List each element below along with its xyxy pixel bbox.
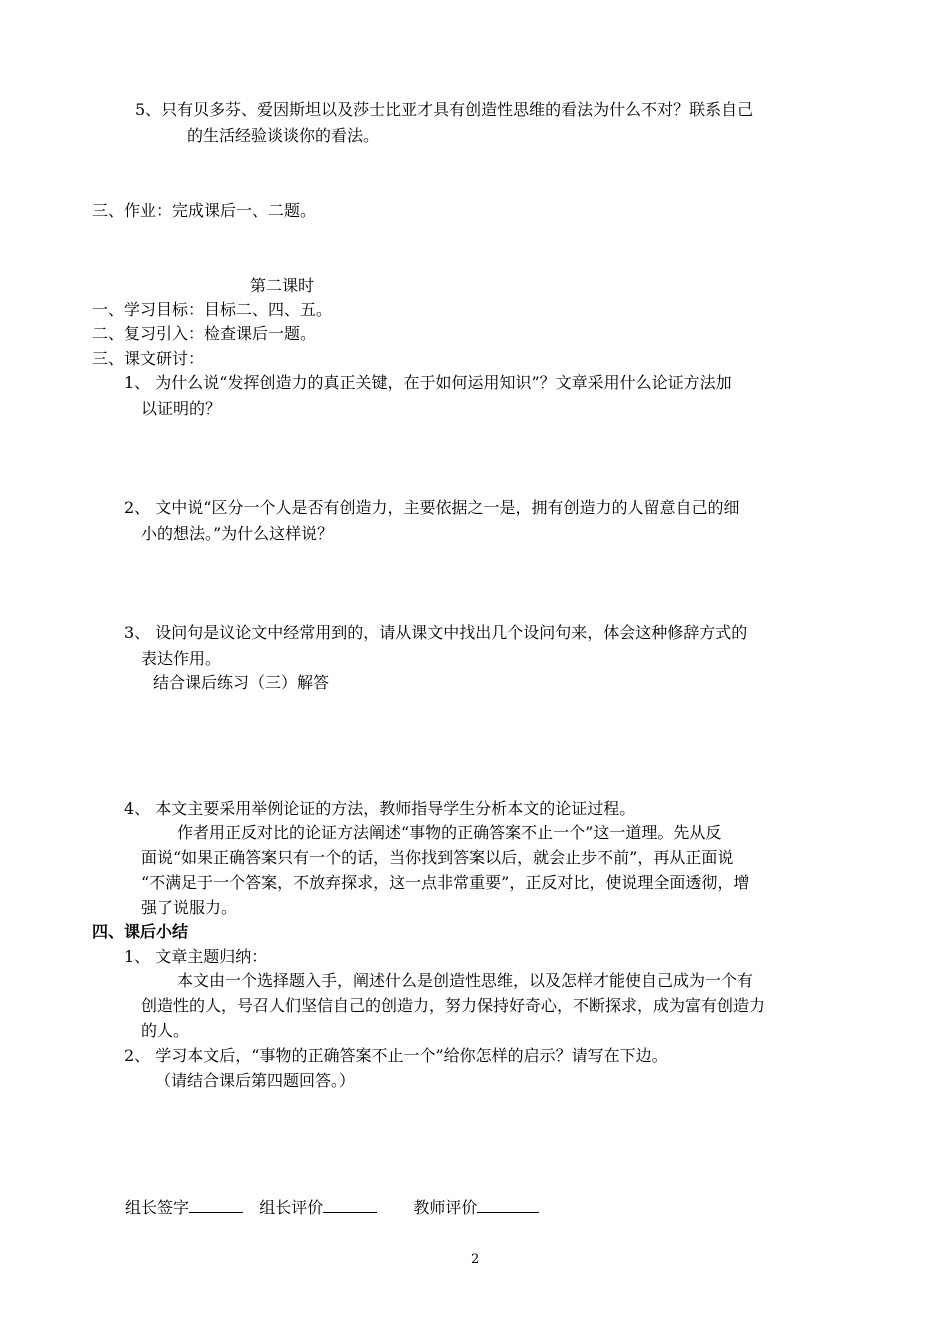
teacher-eval-label: 教师评价: [413, 1198, 478, 1217]
summary-item-2-note: （请结合课后第四题回答。）: [155, 1071, 356, 1090]
leader-eval-blank[interactable]: [323, 1194, 377, 1213]
summary-item-1: 1、 文章主题归纳：: [124, 947, 268, 966]
leader-eval-label: 组长评价: [259, 1198, 324, 1217]
page-number: 2: [471, 1252, 480, 1267]
learning-goal: 一、学习目标：目标二、四、五。: [92, 300, 333, 319]
question-5-line-1: 5、只有贝多芬、爱因斯坦以及莎士比亚才具有创造性思维的看法为什么不对？联系自己: [135, 100, 754, 119]
homework-section: 三、作业：完成课后一、二题。: [92, 201, 317, 220]
question-3-line-1: 3、 设问句是议论文中经常用到的，请从课文中找出几个设问句来，体会这种修辞方式的: [124, 623, 748, 642]
question-4-line-1: 4、 本文主要采用举例论证的方法，教师指导学生分析本文的论证过程。: [124, 799, 636, 818]
question-4-paragraph-line-3: “不满足于一个答案，不放弃探求，这一点非常重要”，正反对比，使说理全面透彻，增: [141, 873, 750, 892]
summary-paragraph-line-3: 的人。: [141, 1021, 190, 1040]
question-1-line-1: 1、 为什么说“发挥创造力的真正关键，在于如何运用知识”？文章采用什么论证方法加: [124, 373, 732, 392]
question-5-line-2: 的生活经验谈谈你的看法。: [187, 126, 380, 145]
summary-paragraph-line-1: 本文由一个选择题入手，阐述什么是创造性思维，以及怎样才能使自己成为一个有: [177, 971, 754, 990]
question-4-paragraph-line-4: 强了说服力。: [141, 898, 238, 917]
question-3-note: 结合课后练习（三）解答: [153, 673, 330, 692]
text-study-heading: 三、课文研讨：: [92, 349, 205, 368]
review-intro: 二、复习引入：检查课后一题。: [92, 324, 317, 343]
question-3-line-2: 表达作用。: [141, 649, 222, 668]
summary-item-2: 2、 学习本文后，“事物的正确答案不止一个”给你怎样的启示？请写在下边。: [124, 1046, 668, 1065]
signature-row: [125, 1194, 539, 1220]
question-2-line-1: 2、 文中说“区分一个人是否有创造力，主要依据之一是，拥有创造力的人留意自己的细: [124, 498, 740, 517]
teacher-eval-blank[interactable]: [477, 1194, 539, 1213]
leader-sign-label: 组长签字: [125, 1198, 190, 1217]
question-1-line-2: 以证明的？: [141, 399, 222, 418]
question-4-paragraph-line-1: 作者用正反对比的论证方法阐述“事物的正确答案不止一个”这一道理。先从反: [177, 823, 722, 842]
summary-heading: 四、课后小结: [92, 922, 189, 941]
question-4-paragraph-line-2: 面说“如果正确答案只有一个的话，当你找到答案以后，就会止步不前”，再从正面说: [141, 848, 734, 867]
question-2-line-2: 小的想法。”为什么这样说？: [141, 524, 334, 543]
summary-paragraph-line-2: 创造性的人，号召人们坚信自己的创造力，努力保持好奇心，不断探求，成为富有创造力: [141, 996, 766, 1015]
lesson-2-title: 第二课时: [250, 276, 315, 295]
leader-sign-blank[interactable]: [189, 1194, 243, 1213]
